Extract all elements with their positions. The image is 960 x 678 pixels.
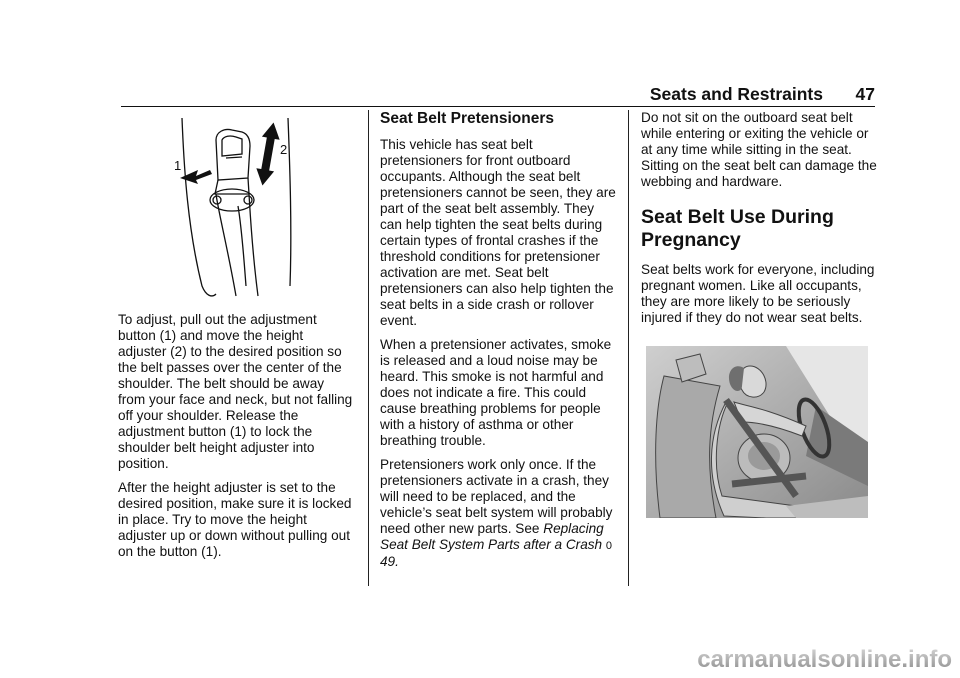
adjust-instructions: To adjust, pull out the adjustment button (1) and move the height adjuster (2) to the desired position so the belt passes over the center of the shoulder. The belt should be away from your face and neck, but not falling off your shoulder. Release the adjustment button (1) to lock the shoulder belt height adjuster into position. — [118, 312, 353, 471]
page-number: 47 — [855, 84, 875, 104]
pregnancy-heading: Seat Belt Use During Pregnancy — [641, 206, 834, 251]
height-adjuster-illustration — [118, 110, 355, 306]
pregnant-occupant-illustration — [646, 346, 868, 518]
replacing-parts-link[interactable]: Replacing Seat Belt System Parts after a Crash — [380, 521, 604, 552]
page-ref-icon: 0 — [605, 540, 613, 552]
page-ref-number[interactable]: 49. — [380, 554, 399, 569]
pregnant-occupant-drawing — [646, 346, 868, 518]
column-divider — [368, 110, 369, 586]
do-not-sit-warning: Do not sit on the outboard seat belt while entering or exiting the vehicle or at any time while sitting in the seat. Sitting on the seat belt can damage the webbing and hardware. — [641, 110, 877, 189]
pretensioners-heading: Seat Belt Pretensioners — [380, 110, 555, 127]
label-1: 1 — [174, 158, 182, 173]
section-title: Seats and Restraints — [649, 84, 823, 104]
lock-check-instructions: After the height adjuster is set to the desired position, make sure it is locked in place. Try to move the height adjuster up or down without pulling out on the button (1). — [118, 480, 352, 559]
pretensioners-once — [380, 457, 616, 570]
pretensioners-smoke: When a pretensioner activates, smoke is released and a loud noise may be heard. This smoke is not harmful and does not indicate a fire. This could cause breathing problems for people with a history of asthma or other breathing trouble. — [380, 337, 612, 448]
pretensioners-intro: This vehicle has seat belt pretensioners for front outboard occupants. Although the seat belt pretensioners cannot be seen, they are part of the seat belt assembly. They can help tighten the seat belts during certain types of frontal crashes if the threshold conditions for pretensioner activation are met. Seat belt pretensioners can also help tighten the seat belts in a side crash or rollover event. — [380, 137, 616, 328]
pretensioners-once-text: Pretensioners work only once. If the pretensioners activate in a crash, they will need to be replaced, and the vehicle’s seat belt system will probably need other new parts. See — [380, 457, 613, 536]
page-header — [121, 84, 875, 107]
label-2: 2 — [280, 142, 288, 157]
height-adjuster-drawing — [118, 110, 355, 306]
column-right — [641, 110, 877, 518]
watermark-text: carmanualsonline.info — [652, 646, 952, 672]
column-divider — [628, 110, 629, 586]
column-middle — [380, 110, 616, 578]
pregnancy-intro: Seat belts work for everyone, including pregnant women. Like all occupants, they are more likely to be seriously injured if they do not wear seat belts. — [641, 262, 875, 325]
column-left — [118, 110, 355, 568]
